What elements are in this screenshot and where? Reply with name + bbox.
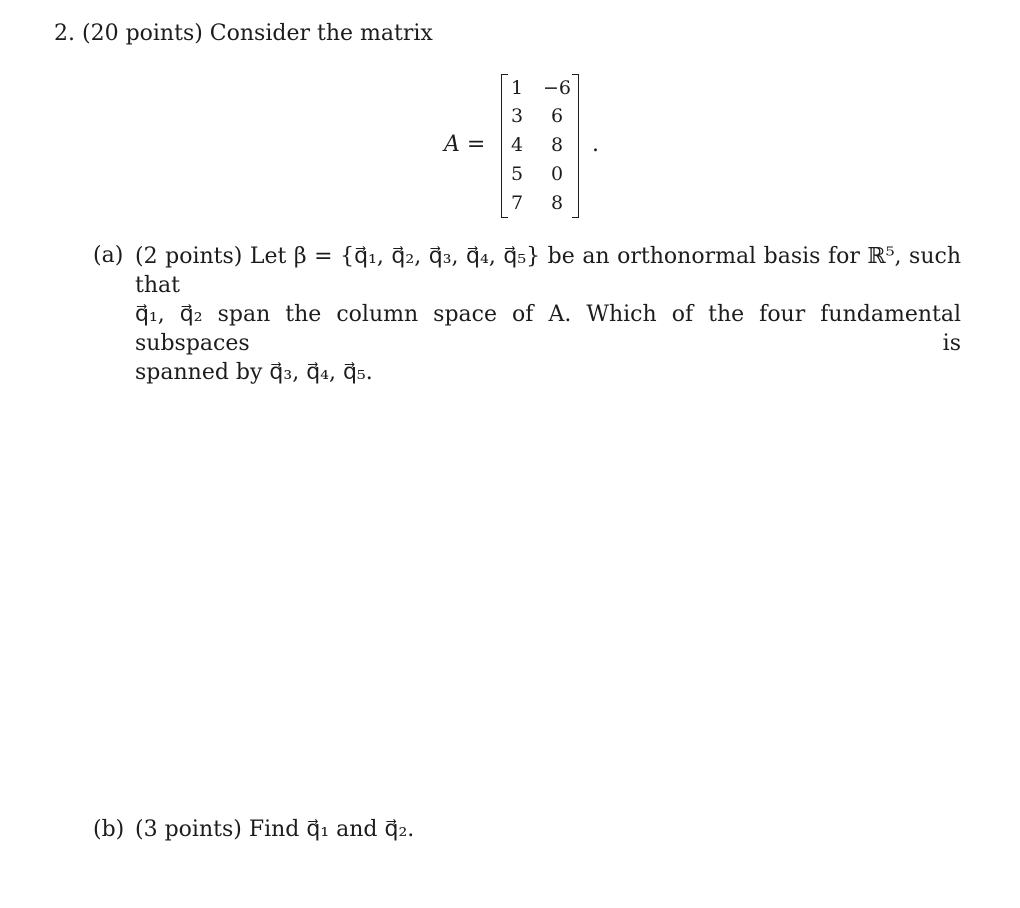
matrix-cell: 3 — [510, 105, 524, 127]
matrix-equation-lhs — [444, 131, 485, 159]
part-b-text: (3 points) Find q⃗₁ and q⃗₂. — [135, 817, 415, 842]
matrix-cell: 1 — [510, 77, 524, 99]
matrix-cell: −6 — [542, 77, 571, 99]
matrix-cell: 4 — [510, 134, 524, 156]
part-a-line-2: q⃗₁, q⃗₂ span the column space of A. Which of the four fundamental subspaces is — [135, 302, 961, 356]
part-a-line-3: spanned by q⃗₃, q⃗₄, q⃗₅. — [135, 360, 373, 385]
matrix-cell: 8 — [550, 192, 564, 214]
matrix-cell: 5 — [510, 163, 524, 185]
matrix-name: A — [444, 132, 460, 157]
part-a-label: (a) — [93, 243, 124, 268]
matrix-cell: 0 — [550, 163, 564, 185]
question-header: (20 points) Consider the matrix — [82, 21, 433, 46]
question-number: 2. — [54, 21, 75, 46]
matrix-cell: 7 — [510, 192, 524, 214]
matrix-cell: 8 — [550, 134, 564, 156]
matrix-a — [501, 74, 579, 218]
matrix-cell: 6 — [550, 105, 564, 127]
matrix-trailing-period: . — [592, 132, 599, 157]
part-a-text — [135, 242, 961, 387]
part-a-line-1: (2 points) Let β = {q⃗₁, q⃗₂, q⃗₃, q⃗₄, q⃗₅} be an orthonormal basis for ℝ⁵, such that — [135, 244, 961, 298]
equals-sign: = — [466, 132, 486, 157]
matrix-right-bracket — [572, 74, 579, 218]
part-b-label: (b) — [93, 817, 125, 842]
